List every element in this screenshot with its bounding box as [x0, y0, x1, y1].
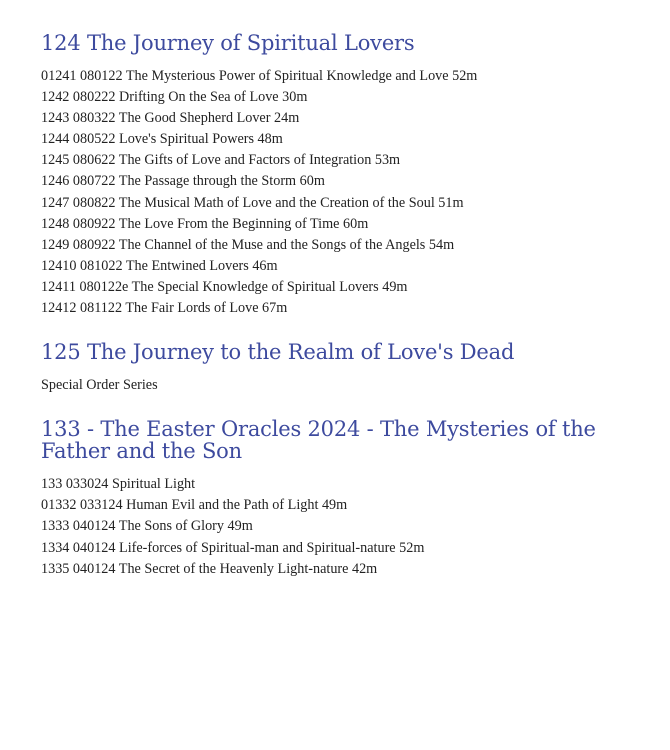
list-item: 133 033024 Spiritual Light [41, 476, 196, 493]
entry-list [41, 66, 641, 319]
list-item: 1247 080822 The Musical Math of Love and the Creation of the Soul 51m [41, 194, 464, 211]
list-item: 1333 040124 The Sons of Glory 49m [41, 518, 253, 535]
section-124 [41, 32, 641, 319]
section-heading: 124 The Journey of Spiritual Lovers [41, 31, 415, 55]
section-heading: 125 The Journey to the Realm of Love's Dead [41, 340, 515, 365]
section-133 [41, 418, 641, 579]
section-heading: 133 - The Easter Oracles 2024 - The Mysteries of the Father and the Son [41, 417, 596, 464]
list-item: 1244 080522 Love's Spiritual Powers 48m [41, 131, 283, 148]
list-item: 01332 033124 Human Evil and the Path of Light 49m [41, 497, 348, 514]
list-item: Special Order Series [41, 377, 158, 394]
list-item: 1245 080622 The Gifts of Love and Factors of Integration 53m [41, 152, 401, 169]
list-item: 01241 080122 The Mysterious Power of Spiritual Knowledge and Love 52m [41, 68, 478, 84]
list-item: 1246 080722 The Passage through the Storm 60m [41, 173, 325, 190]
list-item: 1249 080922 The Channel of the Muse and the Songs of the Angels 54m [41, 236, 455, 253]
entry-list [41, 474, 641, 579]
document-page [41, 28, 641, 602]
list-item: 12412 081122 The Fair Lords of Love 67m [41, 300, 288, 317]
list-item: 12411 080122e The Special Knowledge of Spiritual Lovers 49m [41, 278, 408, 295]
list-item: 1243 080322 The Good Shepherd Lover 24m [41, 110, 300, 127]
list-item: 1334 040124 Life-forces of Spiritual-man and Spiritual-nature 52m [41, 539, 425, 556]
entry-list [41, 375, 641, 396]
list-item: 1335 040124 The Secret of the Heavenly Light-nature 42m [41, 560, 378, 577]
list-item: 1242 080222 Drifting On the Sea of Love 30m [41, 89, 308, 106]
section-125 [41, 341, 641, 396]
list-item: 1248 080922 The Love From the Beginning of Time 60m [41, 215, 369, 232]
list-item: 12410 081022 The Entwined Lovers 46m [41, 257, 278, 274]
